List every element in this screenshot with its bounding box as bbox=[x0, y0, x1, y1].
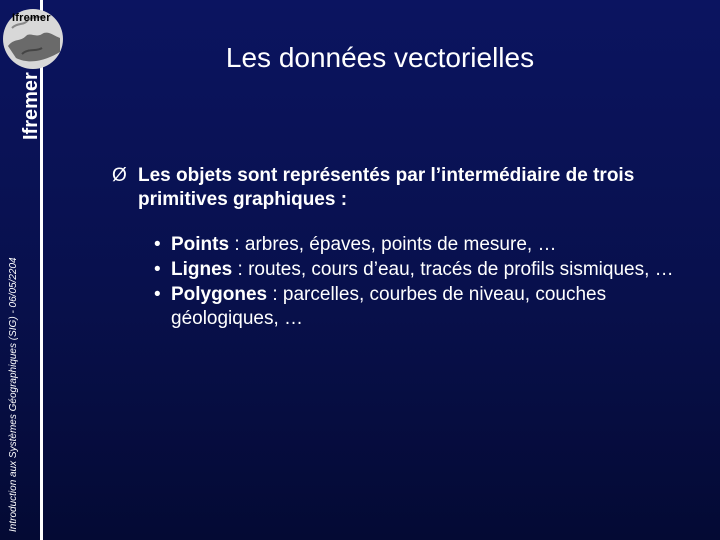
bullet-icon: • bbox=[154, 234, 161, 255]
bullet-icon: • bbox=[154, 284, 161, 305]
bullet-icon: • bbox=[154, 259, 161, 280]
list-item bbox=[154, 283, 694, 331]
arrow-bullet-icon: Ø bbox=[112, 165, 127, 186]
primitives-list bbox=[154, 233, 694, 332]
list-item bbox=[154, 258, 694, 282]
logo-text-vertical: Ifremer bbox=[20, 72, 42, 140]
list-item bbox=[154, 233, 694, 257]
logo-text-top: Ifremer bbox=[12, 12, 51, 24]
ifremer-logo bbox=[0, 0, 68, 150]
slide-title: Les données vectorielles bbox=[225, 42, 535, 73]
item-term: Points bbox=[171, 234, 230, 255]
main-point-text: Les objets sont représentés par l’intermédiaire de trois primitives graphiques : bbox=[138, 165, 635, 210]
item-description: : arbres, épaves, points de mesure, … bbox=[229, 234, 557, 255]
sidebar-caption: Introduction aux Systèmes Géographiques (SIG) - 06/05/2204 bbox=[8, 257, 19, 532]
item-term: Lignes bbox=[171, 259, 233, 280]
main-point bbox=[112, 164, 702, 212]
item-description: : routes, cours d’eau, tracés de profils sismiques, … bbox=[232, 259, 674, 280]
item-term: Polygones bbox=[171, 284, 268, 305]
item-description: : parcelles, courbes de niveau, couches géologiques, … bbox=[171, 284, 607, 329]
